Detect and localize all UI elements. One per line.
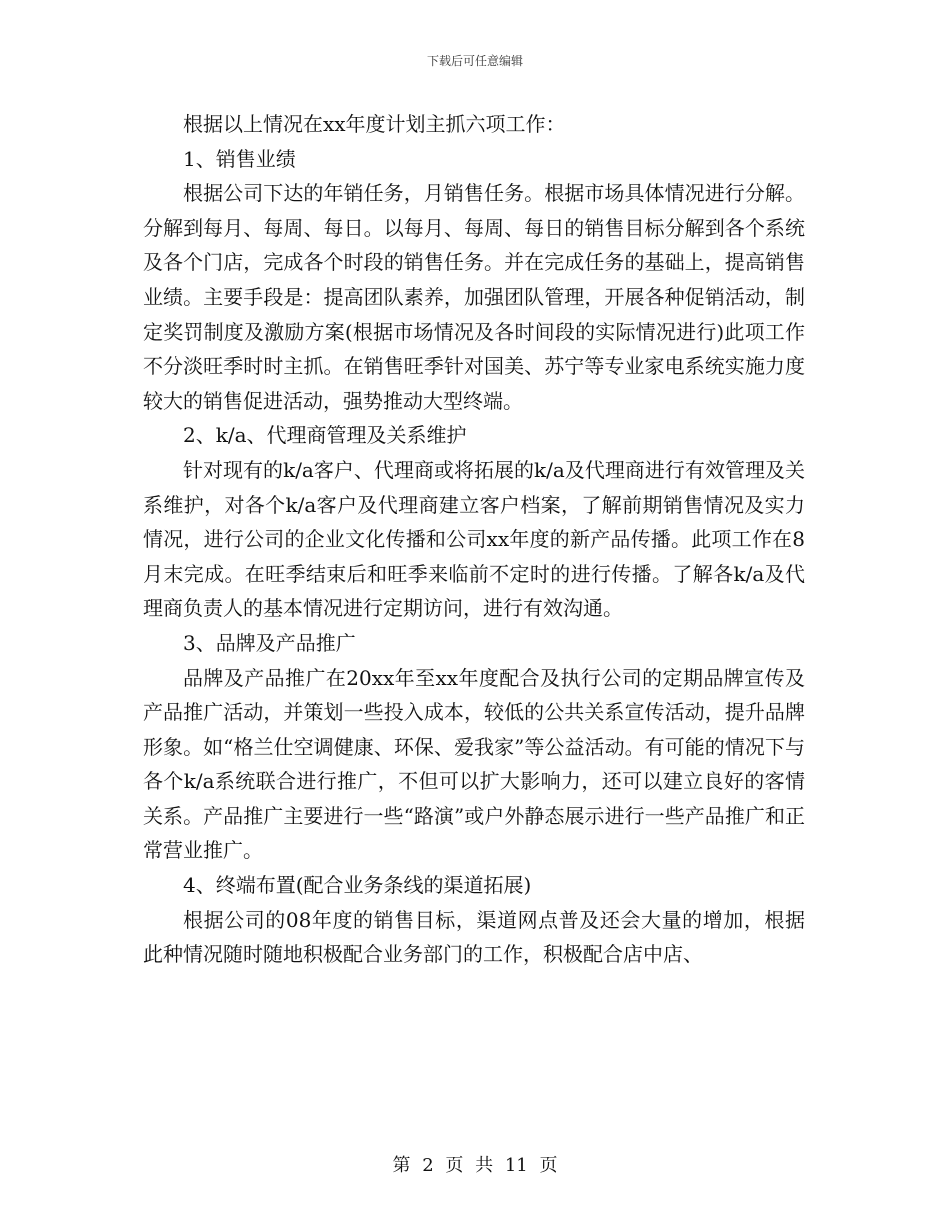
document-body — [143, 107, 805, 972]
section-heading-ka-agents: 2、k/a、代理商管理及关系维护 — [183, 423, 467, 448]
section-heading-brand: 3、品牌及产品推广 — [183, 630, 356, 655]
section-heading-sales: 1、销售业绩 — [183, 146, 296, 171]
paragraph-terminal: 根据公司的08年度的销售目标，渠道网点普及还会大量的增加，根据此种情况随时随地积极配合业务部门的工作，积极配合店中店、 — [143, 907, 805, 967]
page-footer: 第 2 页 共 11 页 — [392, 1155, 558, 1176]
paragraph-sales: 根据公司下达的年销任务，月销售任务。根据市场具体情况进行分解。分解到每月、每周、每日。以每月、每周、每日的销售目标分解到各个系统及各个门店，完成各个时段的销售任务。并在完成任务的基础上，提高销售业绩。主要手段是：提高团队素养，加强团队管理，开展各种促销活动，制定奖罚制度及激励方案(根据市场情况及各时间段的实际情况进行)此项工作不分淡旺季时时主抓。在销售旺季针对国美、苏宁等专业家电系统实施力度较大的销售促进活动，强势推动大型终端。 — [143, 181, 805, 413]
section-heading-terminal: 4、终端布置(配合业务条线的渠道拓展) — [183, 873, 532, 898]
paragraph-brand: 品牌及产品推广在20xx年至xx年度配合及执行公司的定期品牌宣传及产品推广活动，并策划一些投入成本，较低的公共关系宣传活动，提升品牌形象。如“格兰仕空调健康、环保、爱我家”等公益活动。有可能的情况下与各个k/a系统联合进行推广，不但可以扩大影响力，还可以建立良好的客情关系。产品推广主要进行一些“路演”或户外静态展示进行一些产品推广和正常营业推广。 — [143, 665, 805, 863]
intro-paragraph: 根据以上情况在xx年度计划主抓六项工作： — [183, 112, 566, 136]
page-header: 下载后可任意编辑 — [426, 54, 523, 68]
paragraph-ka-agents: 针对现有的k/a客户、代理商或将拓展的k/a及代理商进行有效管理及关系维护，对各个k/a客户及代理商建立客户档案，了解前期销售情况及实力情况，进行公司的企业文化传播和公司xx年度的新产品传播。此项工作在8月末完成。在旺季结束后和旺季来临前不定时的进行传播。了解各k/a及代理商负责人的基本情况进行定期访问，进行有效沟通。 — [143, 457, 805, 621]
